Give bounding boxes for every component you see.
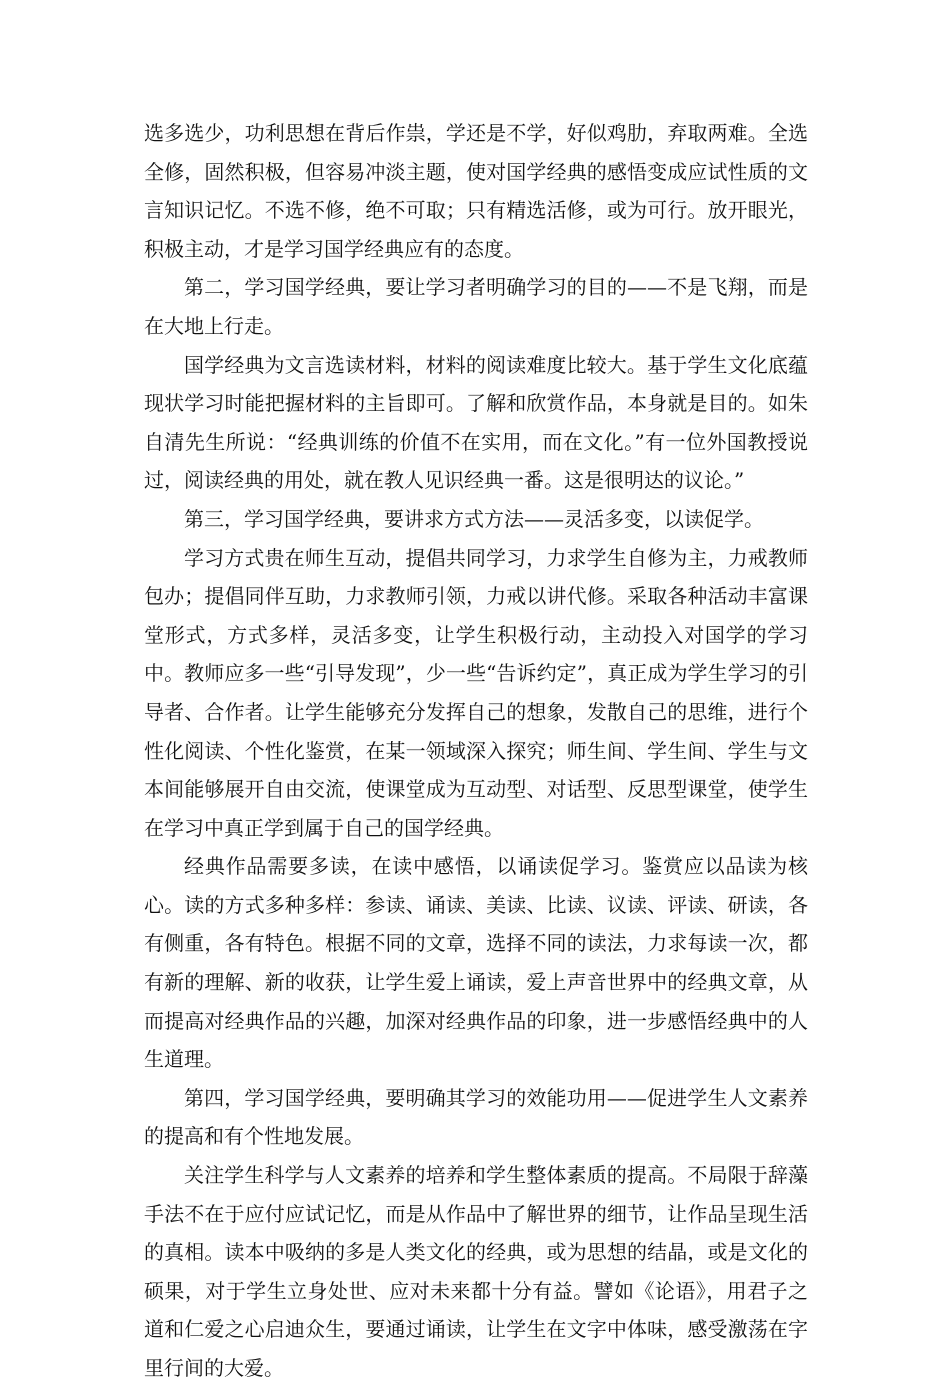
paragraph-continuation: 选多选少，功利思想在背后作祟，学还是不学，好似鸡肋，弃取两难。全选全修，固然积极，但容易冲淡主题，使对国学经典的感悟变成应试性质的文言知识记忆。不选不修，绝不可取；只有精选活修，或为可行。放开眼光，积极主动，才是学习国学经典应有的态度。	[144, 121, 808, 261]
paragraph-point-three-detail-reading: 经典作品需要多读，在读中感悟，以诵读促学习。鉴赏应以品读为核心。读的方式多种多样：参读、诵读、美读、比读、议读、评读、研读，各有侧重，各有特色。根据不同的文章，选择不同的读法，力求每读一次，都有新的理解、新的收获，让学生爱上诵读，爱上声音世界中的经典文章，从而提高对经典作品的兴趣，加深对经典作品的印象，进一步感悟经典中的人生道理。	[144, 854, 808, 1072]
paragraph-point-four: 第四，学习国学经典，要明确其学习的效能功用——促进学生人文素养的提高和有个性地发展。	[144, 1085, 808, 1149]
paragraph-point-three: 第三，学习国学经典，要讲求方式方法——灵活多变，以读促学。	[184, 506, 764, 531]
paragraph-point-two-detail: 国学经典为文言选读材料，材料的阅读难度比较大。基于学生文化底蕴现状学习时能把握材料的主旨即可。了解和欣赏作品，本身就是目的。如朱自清先生所说：“经典训练的价值不在实用，而在文化。”有一位外国教授说过，阅读经典的用处，就在教人见识经典一番。这是很明达的议论。”	[144, 352, 808, 493]
paragraph-point-four-detail: 关注学生科学与人文素养的培养和学生整体素质的提高。不局限于辞藻手法不在于应付应试记忆，而是从作品中了解世界的细节，让作品呈现生活的真相。读本中吸纳的多是人类文化的经典，或为思想的结晶，或是文化的硕果，对于学生立身处世、应对未来都十分有益。譬如《论语》，用君子之道和仁爱之心启迪众生，要通过诵读，让学生在文字中体味，感受激荡在字里行间的大爱。	[144, 1163, 808, 1380]
paragraph-point-two: 第二，学习国学经典，要让学习者明确学习的目的——不是飞翔，而是在大地上行走。	[144, 275, 808, 338]
document-body	[144, 114, 808, 1388]
paragraph-point-three-detail-methods: 学习方式贵在师生互动，提倡共同学习，力求学生自修为主，力戒教师包办；提倡同伴互助，力求教师引领，力戒以讲代修。采取各种活动丰富课堂形式，方式多样，灵活多变，让学生积极行动，主动投入对国学的学习中。教师应多一些“引导发现”，少一些“告诉约定”，真正成为学生学习的引导者、合作者。让学生能够充分发挥自己的想象，发散自己的思维，进行个性化阅读、个性化鉴赏，在某一领域深入探究；师生间、学生间、学生与文本间能够展开自由交流，使课堂成为互动型、对话型、反思型课堂，使学生在学习中真正学到属于自己的国学经典。	[144, 545, 808, 840]
